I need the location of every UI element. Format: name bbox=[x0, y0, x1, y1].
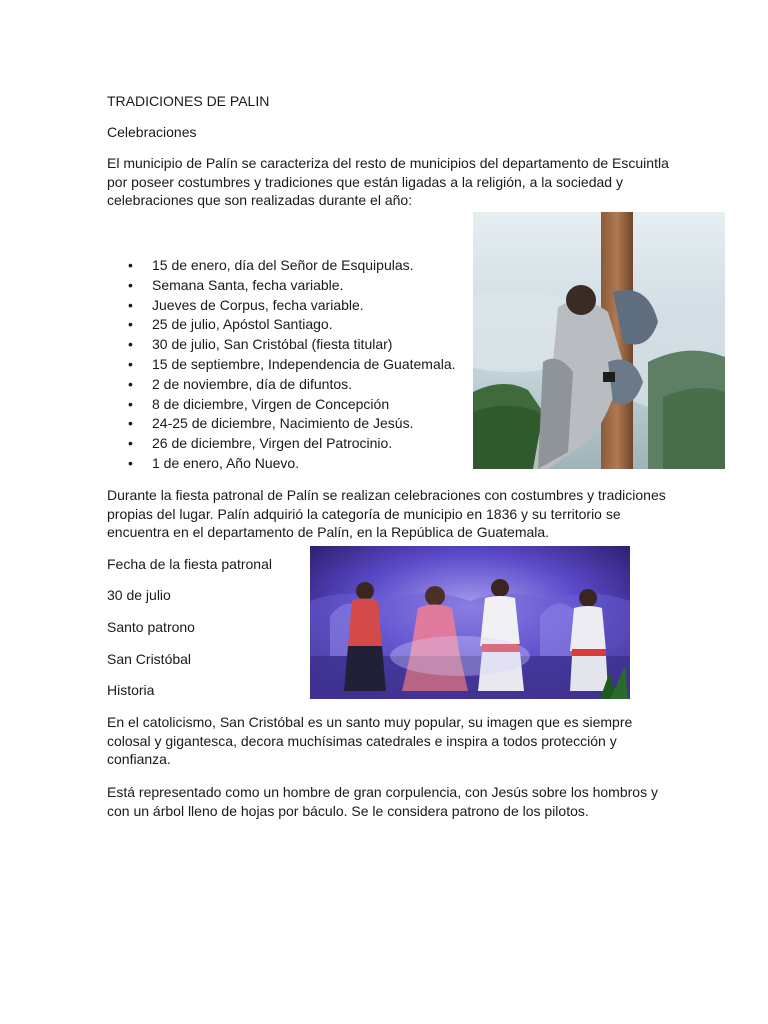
list-item: • 30 de julio, San Cristóbal (fiesta titular) bbox=[128, 335, 456, 355]
list-item: • 2 de noviembre, día de difuntos. bbox=[128, 375, 456, 395]
santo-value: San Cristóbal bbox=[107, 651, 192, 667]
list-item: • 24-25 de diciembre, Nacimiento de Jesús. bbox=[128, 414, 456, 434]
santo-label: Santo patrono bbox=[107, 619, 195, 635]
celebrations-list bbox=[128, 256, 456, 474]
list-item: • 26 de diciembre, Virgen del Patrocinio. bbox=[128, 434, 456, 454]
intro-paragraph bbox=[107, 154, 677, 210]
fecha-label: Fecha de la fiesta patronal bbox=[107, 556, 272, 572]
fiesta-line-2: propias del lugar. Palín adquirió la categoría de municipio en 1836 y su territorio se bbox=[107, 505, 621, 522]
dance-photo bbox=[310, 546, 630, 699]
list-item: • Jueves de Corpus, fecha variable. bbox=[128, 296, 456, 316]
intro-line-3: celebraciones que son realizadas durante el año: bbox=[107, 192, 413, 208]
list-item: • 8 de diciembre, Virgen de Concepción bbox=[128, 395, 456, 415]
list-item: • 25 de julio, Apóstol Santiago. bbox=[128, 315, 456, 335]
historia-paragraph bbox=[107, 713, 677, 769]
representado-paragraph bbox=[107, 783, 677, 820]
list-item: • 1 de enero, Año Nuevo. bbox=[128, 454, 456, 474]
document-title: TRADICIONES DE PALIN bbox=[107, 93, 270, 109]
historia-line-2: colosal y gigantesca, decora muchísimas catedrales e inspira a todos protección y bbox=[107, 732, 617, 749]
fiesta-line-3: encuentra en el departamento de Palín, en la República de Guatemala. bbox=[107, 524, 550, 540]
historia-line-3: confianza. bbox=[107, 751, 171, 767]
historia-label: Historia bbox=[107, 682, 155, 698]
fiesta-line-1: Durante la fiesta patronal de Palín se realizan celebraciones con costumbres y tradiciones bbox=[107, 487, 666, 503]
list-item: • 15 de enero, día del Señor de Esquipulas. bbox=[128, 256, 456, 276]
representado-line-2: con un árbol lleno de hojas por báculo. Se le considera patrono de los pilotos. bbox=[107, 802, 589, 819]
intro-line-2: por poseer costumbres y tradiciones que están ligadas a la religión, a la sociedad y bbox=[107, 173, 623, 190]
section-heading-celebraciones: Celebraciones bbox=[107, 124, 197, 140]
fecha-value: 30 de julio bbox=[107, 587, 171, 603]
fiesta-paragraph bbox=[107, 486, 677, 542]
historia-line-1: En el catolicismo, San Cristóbal es un santo muy popular, su imagen que es siempre bbox=[107, 714, 633, 730]
list-item: • 15 de septiembre, Independencia de Guatemala. bbox=[128, 355, 456, 375]
list-item: • Semana Santa, fecha variable. bbox=[128, 276, 456, 296]
pole-climbing-photo bbox=[473, 212, 725, 469]
representado-line-1: Está representado como un hombre de gran corpulencia, con Jesús sobre los hombros y bbox=[107, 784, 658, 800]
intro-line-1: El municipio de Palín se caracteriza del resto de municipios del departamento de Escuintla bbox=[107, 155, 669, 171]
